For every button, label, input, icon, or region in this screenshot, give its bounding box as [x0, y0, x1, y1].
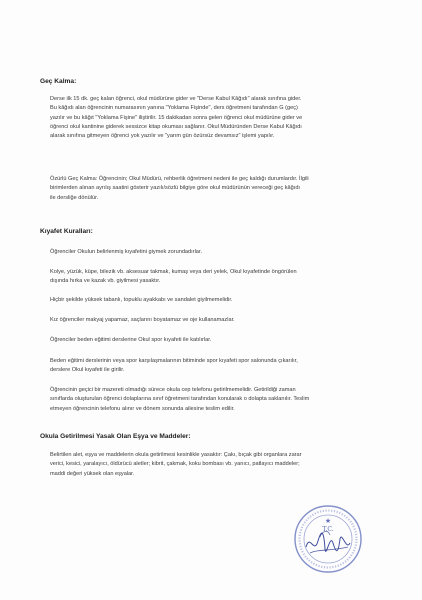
late-paragraph-1 — [50, 95, 388, 141]
dress-item-4 — [50, 316, 388, 325]
dress-item-7 — [50, 386, 388, 414]
text-line: Kolye, yüzük, küpe, bilezik vb. aksesuar takmak, kumaş veya deri yelek, Okul kıyafetinde öngörülen — [50, 269, 297, 275]
text-line: sınıflarda oluşturulan öğrenci dolaplarına sınıf öğretmeni tarafından konularak o dolapta saklanılır. Teslim — [50, 396, 310, 403]
text-line: Öğrenciler beden eğitimi derslerine Okul spor kıyafeti ile katılırlar. — [50, 337, 212, 343]
text-line: birimlerden alınan ayrılış saatini gösterir yazılı/sözlü bilgiye göre okul müdürünün vereceği geç kâğıdı — [50, 185, 300, 192]
section-title-late: Geç Kalma: — [40, 78, 77, 85]
section-title-forbidden: Okula Getirilmesi Yasak Olan Eşya ve Maddeler: — [40, 433, 191, 440]
text-line: öğrenci okul kantinine giderek sessizce kitap okuması sağlanır. Okul Müdüründen Derse Kabul Kâğıdı — [50, 123, 302, 130]
text-line: Öğrencinin geçici bir mazereti olmadığı sürece okula cep telefonu getirilmemelidir. Getirildiği zaman — [50, 387, 296, 393]
text-line: Öğrenciler Okulun belirlenmiş kıyafetini giymek zorundadırlar. — [50, 249, 203, 255]
text-line: alarak sınıfına gitmeyen öğrenci yok yazılır ve "yarım gün özürsüz devamsız" işlemi yapılır. — [50, 133, 275, 140]
text-line: maddi değeri yüksek olan eşyalar. — [50, 470, 135, 477]
text-line: Kız öğrenciler makyaj yapamaz, saçlarını boyatamaz ve oje kullanamazlar. — [50, 317, 235, 323]
official-stamp — [292, 503, 364, 575]
text-line: dışında hırka ve kazak vb. giyilmesi yasaktır. — [50, 278, 161, 285]
dress-item-6 — [50, 357, 388, 376]
dress-item-2 — [50, 268, 388, 287]
text-line: Bu kâğıdı alan öğrencinin numarasının yanına "Yoklama Fişinde", ders öğretmeni tarafından G (geç) — [50, 105, 298, 112]
text-line: Özürlü Geç Kalma: Öğrencinin; Okul Müdürü, rehberlik öğretmeni nedeni ile geç kaldığı durumlardır. İlgili — [50, 176, 309, 182]
dress-item-3 — [50, 296, 388, 305]
text-line: Hiçbir şekilde yüksek tabanlı, topuklu ayakkabı ve sandalet giyilmemelidir. — [50, 297, 233, 303]
section-title-dress: Kıyafet Kuralları: — [40, 228, 93, 235]
late-paragraph-2 — [50, 175, 388, 203]
dress-item-5 — [50, 336, 388, 345]
stamp-text: T.C. — [322, 526, 334, 533]
forbidden-paragraph — [50, 451, 388, 479]
text-line: Derse ilk 15 dk. geç kalan öğrenci, okul müdürüne gider ve "Derse Kabul Kâğıdı" alarak sınıfına gider. — [50, 96, 302, 102]
text-line: yazılır ve bu kâğıt "Yoklama Fişine" iliştirilir. 15 dakikadan sonra gelen öğrenci okul müdürüne gider ve — [50, 114, 303, 121]
signature-stroke — [306, 533, 350, 551]
text-line: Belirtilen alet, eşya ve maddelerin okula getirilmesi kesinlikle yasaktır: Çakı, bıçak gibi organlara zarar — [50, 452, 302, 458]
dress-item-1 — [50, 248, 388, 257]
text-line: derslere Okul kıyafeti ile girilir. — [50, 367, 125, 374]
text-line: verici, kesici, yaralayıcı, öldürücü aletler; kibrit, çakmak, koku bombası vb. yanıcı, patlayıcı maddeler; — [50, 461, 300, 468]
text-line: Beden eğitimi derslerinin veya spor karşılaşmalarının bitiminde spor kıyafeti spor salonunda çıkarılır, — [50, 358, 298, 364]
text-line: ile dersliğe dönülür. — [50, 194, 99, 201]
text-line: etmeyen öğrencinin telefonu alınır ve dönem sonunda ailesine teslim edilir. — [50, 405, 235, 412]
svg-text:★: ★ — [324, 517, 332, 525]
